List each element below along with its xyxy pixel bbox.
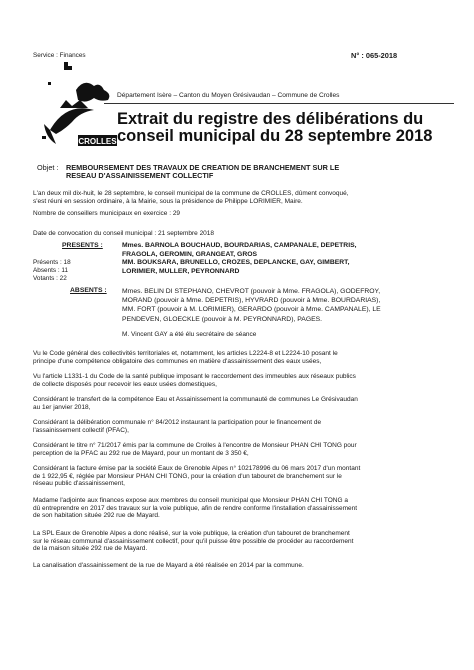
title-line-2: conseil municipal du 28 septembre 2018 [117,127,433,145]
paragraph-line: Considérant la facture émise par la société Eaux de Grenoble Alpes n° 102178996 du 06 mars 2017 d'un montant [33,465,361,472]
presents-line: Mmes. BARNOLA BOUCHAUD, BOURDARIAS, CAMPANALE, DEPETRIS, [122,242,357,249]
objet-line-1: REMBOURSEMENT DES TRAVAUX DE CREATION DE BRANCHEMENT SUR LE [66,163,340,172]
paragraph-line: Considérant le transfert de la compétence Eau et Assainissement la communauté de communes Le Grésivaudan [33,396,358,403]
paragraph-facture [33,465,447,488]
paragraph-line: de collecte disposés pour recevoir les eaux usées domestiques, [33,380,217,388]
paragraph-line: dû entreprendre en 2017 des travaux sur la voie publique, afin de rendre conforme l'installation d'assainissement [33,504,358,512]
intro-line-2: s'est réuni en session ordinaire, à la Mairie, sous la présidence de Philippe LORIMIER, Maire. [33,197,303,205]
paragraph-line: l'assainissement collectif (PFAC), [33,426,129,434]
objet-line-2: RESEAU D'ASSAINISSEMENT COLLECTIF [66,171,214,181]
paragraph-line: La canalisation d'assainissement de la rue de Mayard a été réalisée en 2014 par la commune. [33,562,304,569]
presents-line: FRAGOLA, GEROMIN, GRANGEAT, GROS [122,250,258,258]
crolles-logo [42,60,117,148]
page-title [117,111,457,145]
paragraph-line: La SPL Eaux de Grenoble Alpes a donc réalisé, sur la voie publique, la création d'un tabouret de branchement [33,530,350,537]
date-convocation: Date de convocation du conseil municipal : 21 septembre 2018 [33,230,215,237]
absents-line: Mmes. BELIN DI STEPHANO, CHEVROT (pouvoir à Mme. FRAGOLA), GODEFROY, [122,288,381,295]
presents-label: PRESENTS : [62,242,103,249]
paragraph-line: de son habitation située 292 rue de Mayard. [33,512,160,520]
paragraph-pfac [33,419,447,434]
logo-text: CROLLES [78,137,117,146]
header-department: Département Isère – Canton du Moyen Grésivaudan – Commune de Crolles [117,92,340,99]
intro-paragraph [33,190,447,205]
presents-line: LORIMIER, MULLER, PEYRONNARD [122,267,240,275]
count-votants: Votants : 22 [33,275,67,282]
count-absents: Absents : 11 [33,267,69,274]
presents-line: MM. BOUKSARA, BRUNELLO, CROZES, DEPLANCKE, GAY, GIMBERT, [122,259,350,267]
paragraph-line: de 1 922,95 €, réglée par Monsieur PHAN CHI TONG, pour la création d'un tabouret de branchement sur le [33,472,342,480]
presents-list [122,242,447,276]
paragraph-line: perception de la PFAC au 292 rue de Mayard, pour un montant de 3 350 €, [33,449,249,457]
header-divider [104,103,454,104]
absents-line: MORAND (pouvoir à Mme. DEPETRIS), HYVRARD (pouvoir à Mme. BOURDARIAS), [122,297,381,305]
paragraph-line: principe d'une compétence obligatoire des communes en matière d'assainissement des eaux usées, [33,357,322,365]
paragraph-sante-publique [33,373,447,388]
paragraph-adjointe [33,497,447,520]
document-number: N° : 065-2018 [351,51,398,60]
paragraph-line: de la maison située 292 rue de Mayard. [33,545,148,553]
intro-line-1: L'an deux mil dix-huit, le 28 septembre, le conseil municipal de la commune de CROLLES, dûment convoqué, [33,190,349,197]
paragraph-code-general [33,350,447,365]
paragraph-line: au 1er janvier 2018, [33,403,91,411]
nombre-conseillers: Nombre de conseillers municipaux en exercice : 29 [33,210,181,217]
absents-line: MM. FORT (pouvoir à M. LORIMIER), GERARDO (pouvoir à Mme. CAMPANALE), LE [122,306,381,314]
count-presents: Présents : 18 [33,259,71,266]
paragraph-line: Vu le Code général des collectivités territoriales et, notamment, les articles L2224-8 et L2224-10 posant le [33,350,338,357]
paragraph-titre [33,442,447,457]
paragraph-spl [33,530,447,553]
paragraph-transfert [33,396,447,411]
absents-line: PENDEVEN, GLOECKLE (pouvoir à M. PEYRONNARD), PAGES. [122,315,323,323]
absents-list [122,287,447,324]
service-label: Service : Finances [33,52,86,59]
paragraph-line: réseau public d'assainissement, [33,480,125,488]
paragraph-canalisation [33,562,447,570]
objet-label: Objet : [37,163,59,172]
title-line-1: Extrait du registre des délibérations du [117,110,424,128]
paragraph-line: Considérant la délibération communale n° 84/2012 instaurant la participation pour le financement de [33,419,322,426]
objet-text [66,164,339,181]
absents-label: ABSENTS : [70,287,107,294]
paragraph-line: Vu l'article L1331-1 du Code de la santé publique imposant le raccordement des immeubles aux réseaux publics [33,373,356,380]
paragraph-line: Considérant le titre n° 71/2017 émis par la commune de Crolles à l'encontre de Monsieur PHAN CHI TONG pour [33,442,357,449]
secretaire-seance: M. Vincent GAY a été élu secrétaire de séance [122,331,257,338]
paragraph-line: Madame l'adjointe aux finances expose aux membres du conseil municipal que Monsieur PHAN CHI TONG a [33,497,348,504]
paragraph-line: sur le réseau communal d'assainissement collectif, pour qu'il puisse être possible de procéder au raccordement [33,537,354,545]
